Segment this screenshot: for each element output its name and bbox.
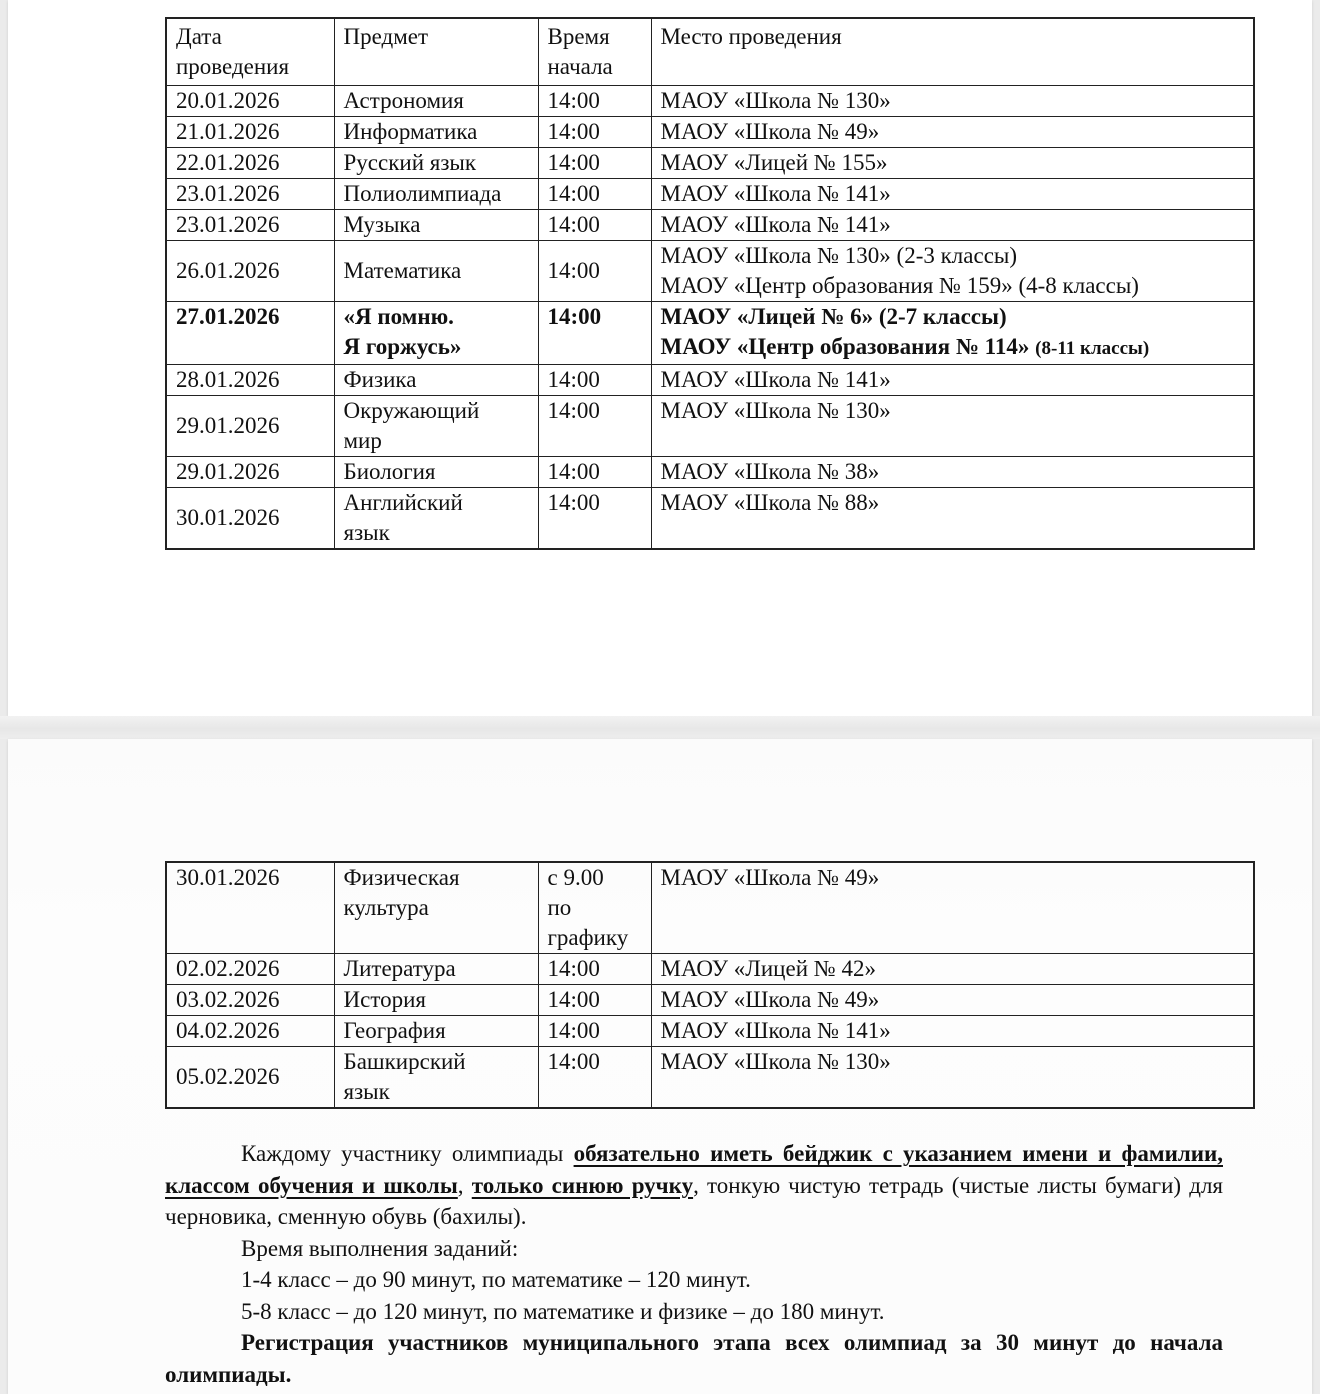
cell-line: 14:00 <box>547 367 600 392</box>
cell-line: МАОУ «Лицей № 42» <box>660 956 876 981</box>
text-segment: только синюю ручку <box>471 1172 694 1198</box>
cell-time <box>538 396 651 457</box>
cell-subject <box>334 488 538 550</box>
table-row <box>166 954 1254 985</box>
cell-time <box>538 86 651 117</box>
cell-date: 26.01.2026 <box>166 241 334 302</box>
cell-place <box>651 241 1254 302</box>
cell-line: «Я помню. <box>343 304 454 329</box>
cell-date: 05.02.2026 <box>166 1047 334 1109</box>
text-segment: Регистрация участников муниципального этапа всех олимпиад за 30 минут до начала олимпиады. <box>165 1330 1223 1387</box>
table-row <box>166 365 1254 396</box>
cell-subject <box>334 862 538 954</box>
cell-time <box>538 985 651 1016</box>
cell-line: Информатика <box>343 119 478 144</box>
cell-date: 30.01.2026 <box>166 862 334 954</box>
cell-time <box>538 179 651 210</box>
cell-date: 21.01.2026 <box>166 117 334 148</box>
cell-subject <box>334 148 538 179</box>
column-header: Дата проведения <box>166 18 334 86</box>
cell-subject <box>334 365 538 396</box>
cell-line: Я горжусь» <box>343 334 462 359</box>
paragraph <box>165 1296 1223 1328</box>
text-segment: 5-8 класс – до 120 минут, по математике и физике – до 180 минут. <box>241 1298 885 1324</box>
cell-line: 14:00 <box>547 119 600 144</box>
paragraph <box>165 1264 1223 1296</box>
table-row <box>166 86 1254 117</box>
cell-subject <box>334 302 538 365</box>
cell-place <box>651 1047 1254 1109</box>
cell-time <box>538 302 651 365</box>
cell-subject <box>334 210 538 241</box>
page-separator <box>0 716 1320 739</box>
cell-line: 14:00 <box>547 212 600 237</box>
cell-line: МАОУ «Школа № 130» <box>660 88 891 113</box>
cell-line: 14:00 <box>547 1018 600 1043</box>
cell-line: графику <box>547 925 629 950</box>
cell-place <box>651 862 1254 954</box>
table-row <box>166 117 1254 148</box>
cell-line: География <box>343 1018 446 1043</box>
cell-subject <box>334 241 538 302</box>
page-2 <box>8 739 1312 1394</box>
cell-date: 29.01.2026 <box>166 457 334 488</box>
cell-line: МАОУ «Школа № 141» <box>660 212 891 237</box>
cell-date: 23.01.2026 <box>166 210 334 241</box>
cell-line: Башкирский <box>343 1049 466 1074</box>
cell-line: Физика <box>343 367 417 392</box>
cell-date: 22.01.2026 <box>166 148 334 179</box>
cell-date: 29.01.2026 <box>166 396 334 457</box>
cell-place <box>651 396 1254 457</box>
cell-line: МАОУ «Школа № 49» <box>660 119 880 144</box>
cell-line: Астрономия <box>343 88 464 113</box>
cell-line: 14:00 <box>547 258 600 283</box>
cell-line-segment: МАОУ «Центр образования № 114» <box>660 334 1036 359</box>
paragraph <box>165 1233 1223 1265</box>
cell-line: МАОУ «Школа № 130» (2-3 классы) <box>660 243 1018 268</box>
paragraph <box>165 1327 1223 1390</box>
cell-date: 28.01.2026 <box>166 365 334 396</box>
cell-place <box>651 117 1254 148</box>
cell-line: МАОУ «Школа № 88» <box>660 490 880 515</box>
schedule-table-body-2 <box>166 862 1254 1108</box>
schedule-table-body-1 <box>166 18 1254 549</box>
cell-line: Окружающий <box>343 398 480 423</box>
cell-line: Физическая <box>343 865 460 890</box>
table-row <box>166 1047 1254 1109</box>
cell-line: культура <box>343 895 429 920</box>
cell-line: язык <box>343 1079 390 1104</box>
notes-block <box>165 1138 1223 1390</box>
page-1 <box>8 0 1312 716</box>
cell-time <box>538 117 651 148</box>
cell-subject <box>334 396 538 457</box>
cell-time <box>538 241 651 302</box>
cell-line: Музыка <box>343 212 421 237</box>
cell-line: по <box>547 895 572 920</box>
cell-line <box>661 332 1245 364</box>
cell-line: МАОУ «Школа № 130» <box>660 1049 891 1074</box>
cell-line: Литература <box>343 956 456 981</box>
cell-line: Биология <box>343 459 436 484</box>
text-segment: Каждому участнику олимпиады <box>241 1141 574 1166</box>
cell-line: МАОУ «Лицей № 6» (2-7 классы) <box>660 304 1007 329</box>
cell-line: 14:00 <box>547 150 600 175</box>
cell-line: МАОУ «Школа № 141» <box>660 181 891 206</box>
cell-time <box>538 862 651 954</box>
cell-line: 14:00 <box>547 1049 600 1074</box>
column-header: Время начала <box>538 18 651 86</box>
cell-date: 30.01.2026 <box>166 488 334 550</box>
cell-time <box>538 210 651 241</box>
cell-time <box>538 488 651 550</box>
table-row <box>166 457 1254 488</box>
cell-line: 14:00 <box>547 304 602 329</box>
table-row <box>166 241 1254 302</box>
cell-line: МАОУ «Центр образования № 159» (4-8 классы) <box>660 273 1139 298</box>
olympiad-schedule-table-page-2 <box>165 861 1255 1109</box>
olympiad-schedule-table-page-1 <box>165 17 1255 550</box>
cell-line: Русский язык <box>343 150 477 175</box>
table-row <box>166 862 1254 954</box>
cell-date: 02.02.2026 <box>166 954 334 985</box>
table-header-row <box>166 18 1254 86</box>
text-segment: , тонкую чистую тетрадь (чистые листы бумаги) для черновика, сменную обувь (бахилы). <box>165 1172 1224 1229</box>
cell-place <box>651 210 1254 241</box>
cell-line: Математика <box>343 258 462 283</box>
cell-subject <box>334 117 538 148</box>
cell-line: 14:00 <box>547 181 600 206</box>
cell-date: 03.02.2026 <box>166 985 334 1016</box>
cell-time <box>538 1016 651 1047</box>
cell-line: МАОУ «Школа № 141» <box>660 367 891 392</box>
cell-date: 20.01.2026 <box>166 86 334 117</box>
cell-subject <box>334 1016 538 1047</box>
cell-time <box>538 148 651 179</box>
cell-subject <box>334 954 538 985</box>
cell-date: 04.02.2026 <box>166 1016 334 1047</box>
cell-line: МАОУ «Школа № 49» <box>660 987 880 1012</box>
cell-place <box>651 985 1254 1016</box>
cell-place <box>651 954 1254 985</box>
paragraph <box>165 1138 1223 1233</box>
cell-time <box>538 365 651 396</box>
cell-date: 27.01.2026 <box>166 302 334 365</box>
cell-line: История <box>343 987 426 1012</box>
column-header: Место проведения <box>651 18 1254 86</box>
text-segment: обязательно иметь бейджик с указанием имени и фамилии, классом обучения и школы <box>165 1141 1223 1198</box>
cell-line: 14:00 <box>547 459 600 484</box>
cell-line: МАОУ «Школа № 130» <box>660 398 891 423</box>
cell-line: МАОУ «Школа № 38» <box>660 459 880 484</box>
cell-subject <box>334 985 538 1016</box>
cell-place <box>651 179 1254 210</box>
cell-subject <box>334 457 538 488</box>
cell-line: Английский <box>343 490 463 515</box>
table-row <box>166 302 1254 365</box>
cell-time <box>538 457 651 488</box>
text-segment: , <box>457 1172 472 1198</box>
cell-line: 14:00 <box>547 88 600 113</box>
table-row <box>166 1016 1254 1047</box>
cell-place <box>651 1016 1254 1047</box>
cell-line: с 9.00 <box>547 865 604 890</box>
cell-date: 23.01.2026 <box>166 179 334 210</box>
cell-line: 14:00 <box>547 490 600 515</box>
cell-place <box>651 488 1254 550</box>
cell-place <box>651 86 1254 117</box>
cell-line: язык <box>343 520 390 545</box>
text-segment: Время выполнения заданий: <box>241 1235 519 1261</box>
table-row <box>166 396 1254 457</box>
table-row <box>166 985 1254 1016</box>
cell-line: МАОУ «Лицей № 155» <box>660 150 888 175</box>
table-row <box>166 179 1254 210</box>
cell-time <box>538 954 651 985</box>
text-segment: 1-4 класс – до 90 минут, по математике – 120 минут. <box>241 1267 751 1292</box>
cell-place <box>651 148 1254 179</box>
cell-line: 14:00 <box>547 956 600 981</box>
cell-line: мир <box>343 428 382 453</box>
cell-line: МАОУ «Школа № 141» <box>660 1018 891 1043</box>
cell-subject <box>334 179 538 210</box>
cell-time <box>538 1047 651 1109</box>
cell-line: МАОУ «Школа № 49» <box>660 865 880 890</box>
cell-subject <box>334 1047 538 1109</box>
column-header: Предмет <box>334 18 538 86</box>
cell-line: 14:00 <box>547 398 600 423</box>
cell-subject <box>334 86 538 117</box>
cell-place <box>651 302 1254 365</box>
cell-line: 14:00 <box>547 987 600 1012</box>
table-row <box>166 488 1254 550</box>
table-row <box>166 148 1254 179</box>
cell-line: Полиолимпиада <box>343 181 502 206</box>
cell-place <box>651 457 1254 488</box>
table-row <box>166 210 1254 241</box>
cell-place <box>651 365 1254 396</box>
cell-line-small-segment: (8-11 классы) <box>1035 338 1150 359</box>
